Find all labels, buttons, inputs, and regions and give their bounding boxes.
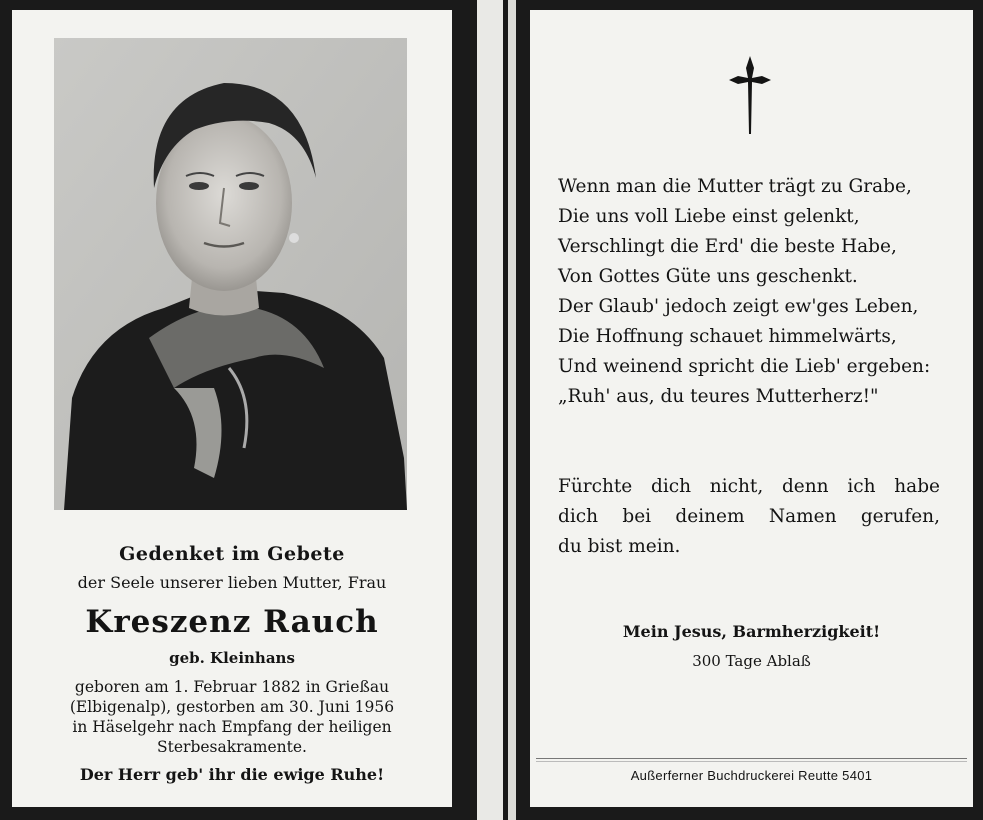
bio-line: (Elbigenalp), gestorben am 30. Juni 1956 — [69, 698, 395, 716]
verse-word: Fürchte — [558, 476, 633, 497]
poem-line: „Ruh' aus, du teures Mutterherz!" — [558, 386, 879, 407]
verse-word: du bist mein. — [558, 536, 681, 557]
card-edge-strip — [477, 0, 503, 820]
footer-divider — [536, 758, 967, 762]
poem-line: Die Hoffnung schauet himmelwärts, — [558, 326, 897, 347]
verse-word: deinem — [675, 506, 745, 527]
poem-line: Von Gottes Güte uns geschenkt. — [558, 266, 858, 287]
verse-word: Namen — [768, 506, 837, 527]
poem — [558, 172, 958, 412]
verse-line — [558, 532, 940, 562]
verse-word: dich — [558, 506, 599, 527]
indulgence-note: 300 Tage Ablaß — [692, 652, 811, 670]
poem-line: Wenn man die Mutter trägt zu Grabe, — [558, 176, 912, 197]
bio-line: in Häselgehr nach Empfang der heiligen — [72, 718, 392, 736]
verse-word: ich — [847, 476, 876, 497]
verse-word: dich — [651, 476, 692, 497]
poem-line: Verschlingt die Erd' die beste Habe, — [558, 236, 897, 257]
bible-verse — [558, 472, 940, 562]
verse-word: denn — [781, 476, 829, 497]
printer-imprint: Außerferner Buchdruckerei Reutte 5401 — [630, 768, 873, 783]
portrait-photo — [54, 38, 407, 510]
memorial-card-front — [12, 10, 452, 807]
maiden-name: geb. Kleinhans — [169, 649, 295, 667]
prayer-line: Mein Jesus, Barmherzigkeit! — [622, 622, 881, 641]
closing-blessing: Der Herr geb' ihr die ewige Ruhe! — [79, 765, 385, 784]
verse-word: nicht, — [709, 476, 764, 497]
poem-line: Und weinend spricht die Lieb' ergeben: — [558, 356, 931, 377]
poem-line: Die uns voll Liebe einst gelenkt, — [558, 206, 860, 227]
biography — [12, 677, 452, 757]
poem-line: Der Glaub' jedoch zeigt ew'ges Leben, — [558, 296, 919, 317]
card-edge-strip-inner — [508, 0, 516, 820]
heading-pray: Gedenket im Gebete — [119, 543, 345, 565]
memorial-card-back — [530, 10, 973, 807]
subheading-dedication: der Seele unserer lieben Mutter, Frau — [77, 573, 387, 592]
verse-line — [558, 472, 940, 502]
verse-word: gerufen, — [860, 506, 940, 527]
cross-icon — [727, 54, 773, 136]
bio-line: Sterbesakramente. — [157, 738, 307, 756]
verse-word: bei — [622, 506, 652, 527]
deceased-name: Kreszenz Rauch — [85, 604, 379, 640]
bio-line: geboren am 1. Februar 1882 in Grießau — [74, 678, 390, 696]
verse-word: habe — [894, 476, 940, 497]
verse-line — [558, 502, 940, 532]
